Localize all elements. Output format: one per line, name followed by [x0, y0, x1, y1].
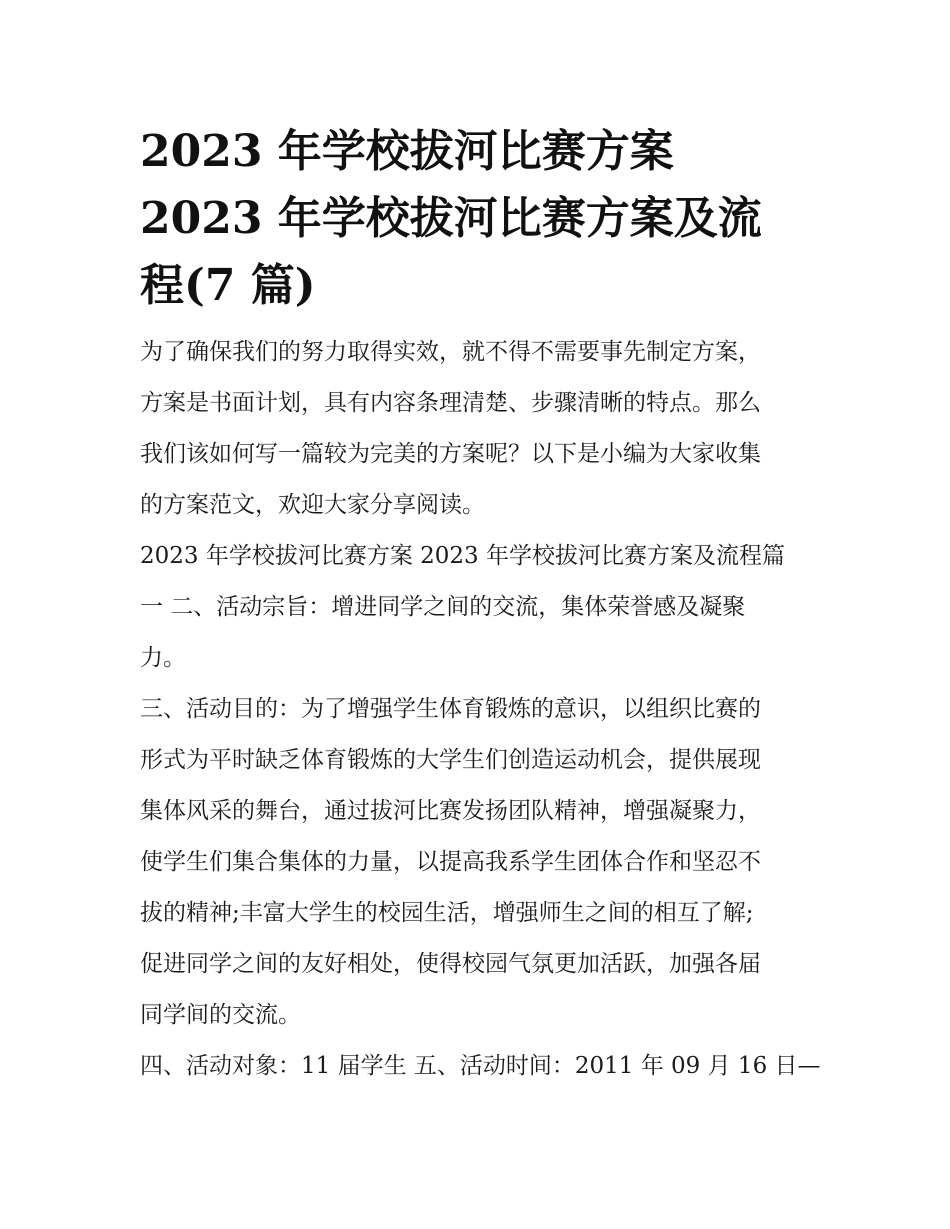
body-line-3: 我们该如何写一篇较为完美的方案呢？以下是小编为大家收集: [140, 441, 761, 467]
body-line-6: 一 二、活动宗旨：增进同学之间的交流，集体荣誉感及凝聚: [140, 594, 746, 620]
body-line-2: 方案是书面计划，具有内容条理清楚、步骤清晰的特点。那么: [140, 390, 761, 416]
body-line-14: 同学间的交流。: [140, 1002, 301, 1028]
body-line-15: 四、活动对象：11 届学生 五、活动时间：2011 年 09 月 16 日—: [140, 1053, 821, 1079]
body-line-13: 促进同学之间的友好相处，使得校园气氛更加活跃，加强各届: [140, 951, 761, 977]
document-content: [140, 118, 820, 1092]
document-body: [140, 327, 820, 1092]
body-line-9: 形式为平时缺乏体育锻炼的大学生们创造运动机会，提供展现: [140, 747, 761, 773]
document-title: [140, 118, 820, 319]
body-line-1: 为了确保我们的努力取得实效，就不得不需要事先制定方案，: [140, 339, 761, 365]
body-line-4: 的方案范文，欢迎大家分享阅读。: [140, 492, 485, 518]
body-line-10: 集体风采的舞台，通过拔河比赛发扬团队精神，增强凝聚力，: [140, 798, 761, 824]
body-line-8: 三、活动目的：为了增强学生体育锻炼的意识，以组织比赛的: [140, 696, 761, 722]
body-line-5: 2023 年学校拔河比赛方案 2023 年学校拔河比赛方案及流程篇: [140, 543, 785, 569]
title-line-2: 2023 年学校拔河比赛方案及流: [140, 193, 762, 244]
title-line-3: 程(7 篇): [140, 260, 316, 311]
body-line-11: 使学生们集合集体的力量，以提高我系学生团体合作和坚忍不: [140, 849, 761, 875]
body-line-12: 拔的精神;丰富大学生的校园生活，增强师生之间的相互了解;: [140, 900, 754, 926]
body-line-7: 力。: [140, 645, 186, 671]
title-line-1: 2023 年学校拔河比赛方案: [140, 126, 674, 177]
